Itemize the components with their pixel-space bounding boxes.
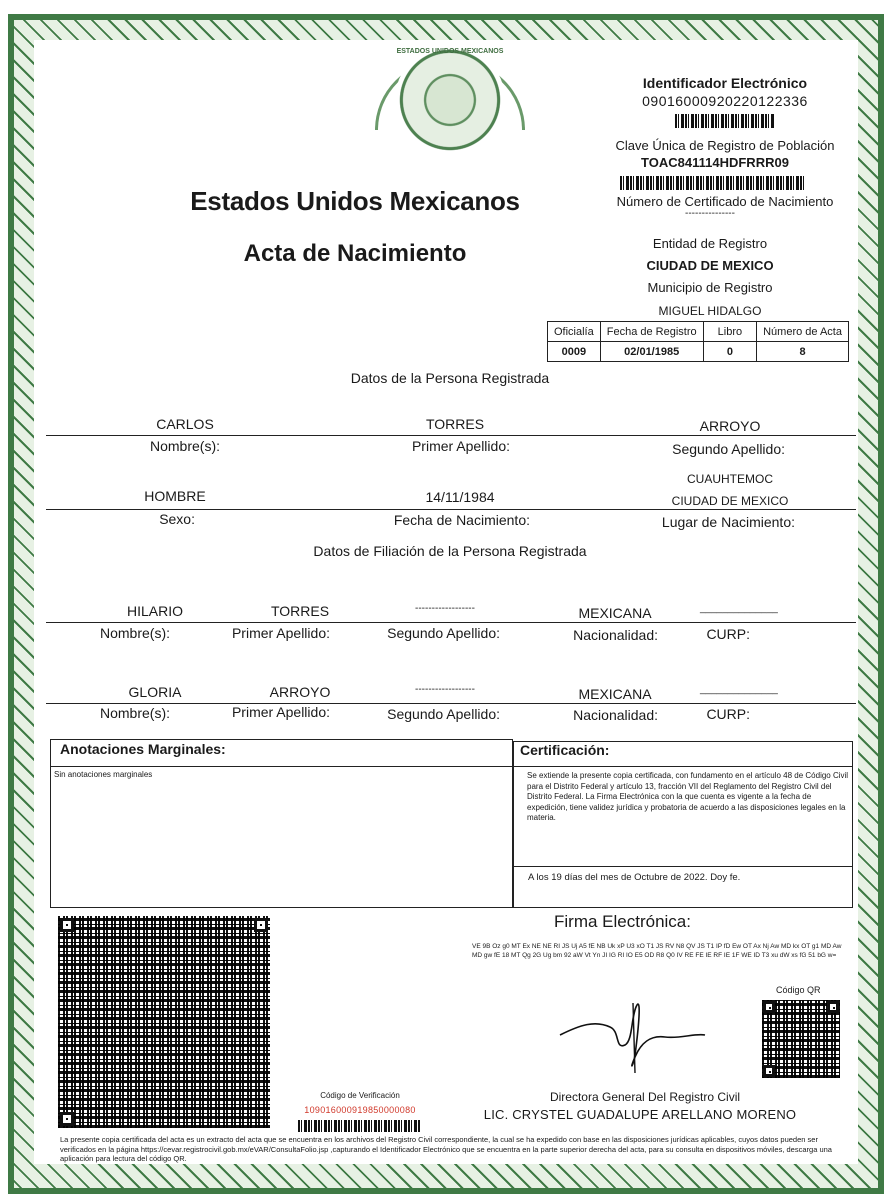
- label-segundo-apellido: Segundo Apellido:: [387, 706, 500, 722]
- registry-header: Fecha de Registro: [600, 322, 703, 342]
- parent2-nombre: GLORIA: [128, 684, 182, 700]
- qr-code-large: [58, 916, 270, 1128]
- registry-value: 02/01/1985: [600, 342, 703, 362]
- verification-code: 109016000919850000080: [304, 1105, 416, 1115]
- divider: [46, 509, 856, 510]
- annotations-text: Sin anotaciones marginales: [54, 770, 153, 779]
- annotations-title: Anotaciones Marginales:: [60, 741, 226, 757]
- person-fecha-nacimiento: 14/11/1984: [425, 489, 495, 505]
- label-curp: CURP:: [706, 706, 750, 722]
- entity-value: CIUDAD DE MEXICO: [646, 258, 774, 273]
- label-nombre: Nombre(s):: [99, 705, 170, 721]
- qr-marker: [60, 1112, 74, 1126]
- label-segundo-apellido: Segundo Apellido:: [672, 441, 785, 457]
- person-nombre: CARLOS: [156, 416, 214, 432]
- qr-marker: [763, 1065, 775, 1077]
- person-section-title: Datos de la Persona Registrada: [350, 370, 550, 386]
- label-segundo-apellido: Segundo Apellido:: [387, 625, 500, 641]
- municipio-label: Municipio de Registro: [647, 280, 773, 295]
- id-barcode: [675, 114, 775, 128]
- person-lugar-municipio: CUAUHTEMOC: [687, 472, 773, 486]
- label-lugar-nacimiento: Lugar de Nacimiento:: [661, 514, 795, 530]
- label-primer-apellido: Primer Apellido:: [231, 704, 330, 720]
- certification-text: Se extiende la presente copia certificada, con fundamento en el artículo 48 de Código Civil para el Distrito Federal y artículo 13, fracción VII del Reglamento del Registro Civil del Distrito Federal. La Firma Electrónica con la que cuenta es vigente a la fecha de expedición, tiene validez jurídica y probatoria de acuerdo a las disposiciones legales en la materia.: [527, 771, 849, 822]
- id-label: Identificador Electrónico: [642, 75, 808, 91]
- label-nacionalidad: Nacionalidad:: [573, 707, 658, 723]
- verification-barcode: [298, 1120, 420, 1132]
- label-primer-apellido: Primer Apellido:: [411, 438, 510, 454]
- qr-marker: [60, 918, 74, 932]
- cert-label: Número de Certificado de Nacimiento: [616, 194, 834, 209]
- seal-text: ESTADOS UNIDOS MEXICANOS: [396, 48, 504, 55]
- divider: [513, 866, 853, 867]
- label-sexo: Sexo:: [159, 511, 195, 527]
- parent2-curp: ______________: [700, 684, 778, 695]
- filiation-section-title: Datos de Filiación de la Persona Registrada: [313, 543, 587, 559]
- divider: [46, 622, 856, 623]
- parent2-primer-apellido: ARROYO: [269, 684, 331, 700]
- certification-date: A los 19 días del mes de Octubre de 2022. Doy fe.: [528, 872, 741, 883]
- curp-value: TOAC841114HDFRRR09: [641, 155, 789, 170]
- annotations-box: [50, 739, 513, 908]
- entity-label: Entidad de Registro: [652, 236, 768, 251]
- curp-barcode: [620, 176, 805, 190]
- parent2-segundo-apellido: ------------------: [415, 684, 475, 695]
- label-nombre: Nombre(s):: [149, 438, 220, 454]
- registry-value: 0009: [548, 342, 601, 362]
- divider: [50, 766, 513, 767]
- registry-header: Número de Acta: [757, 322, 849, 342]
- label-primer-apellido: Primer Apellido:: [231, 625, 330, 641]
- registry-value: 0: [703, 342, 756, 362]
- qr-code-small: [762, 1000, 840, 1078]
- person-lugar-entidad: CIUDAD DE MEXICO: [671, 494, 789, 508]
- municipio-value: MIGUEL HIDALGO: [658, 304, 762, 318]
- qr-label: Código QR: [776, 985, 821, 995]
- parent1-curp: ______________: [700, 603, 778, 614]
- registry-header: Libro: [703, 322, 756, 342]
- parent1-nacionalidad: MEXICANA: [578, 605, 652, 621]
- qr-marker: [763, 1001, 775, 1013]
- parent1-nombre: HILARIO: [126, 603, 183, 619]
- person-sexo: HOMBRE: [144, 488, 206, 504]
- handwritten-signature: [555, 995, 715, 1075]
- verification-label: Código de Verificación: [320, 1091, 400, 1100]
- footer-disclaimer: La presente copia certificada del acta es un extracto del acta que se encuentra en los archivos del Registro Civil correspondiente, la cual se ha expedido con base en las disposiciones jurídicas aplicables, cuyos datos pueden ser verificados en la página https://cevar.registrocivil.gob.mx/eVAR/ConsultaFolio.jsp ,capturando el Identificador Electrónico que se encuentra en la parte superior derecha del acta, para su consulta en dispositivos móviles, descarga una aplicación para lectura del código QR.: [60, 1135, 832, 1163]
- id-value: 09016000920220122336: [642, 93, 808, 109]
- signature-hash: VE 9B Oz g0 MT Ex NE NE RI JS Uj A5 fE NB Uk xP U3 xO T1 JS RV N8 QV JS T1 IP fD Ew OT Ax Nj Aw MD kx OT g1 MD Aw MD gw fE 18 MT Qg 2G Ug bm 92 aW Vt Yn JI IG RI IO E5 OD R8 Q0 IV RE FE IE RF IE 1F WE ID T3 xu dW xs fG 51 bG w=: [472, 943, 842, 959]
- registry-value: 8: [757, 342, 849, 362]
- qr-marker: [827, 1001, 839, 1013]
- person-segundo-apellido: ARROYO: [699, 418, 761, 434]
- certification-title: Certificación:: [520, 742, 610, 758]
- divider: [513, 766, 853, 767]
- label-curp: CURP:: [706, 626, 750, 642]
- parent1-segundo-apellido: ------------------: [415, 603, 475, 614]
- national-seal-icon: [395, 45, 505, 155]
- label-fecha-nacimiento: Fecha de Nacimiento:: [393, 512, 530, 528]
- parent2-nacionalidad: MEXICANA: [578, 686, 652, 702]
- parent1-primer-apellido: TORRES: [270, 603, 330, 619]
- country-title: Estados Unidos Mexicanos: [190, 186, 520, 216]
- label-nombre: Nombre(s):: [99, 625, 170, 641]
- curp-label: Clave Única de Registro de Población: [615, 138, 835, 153]
- qr-marker: [254, 918, 268, 932]
- registry-table: [547, 321, 849, 362]
- divider: [46, 435, 856, 436]
- registry-header: Oficialía: [548, 322, 601, 342]
- cert-value: ---------------: [685, 208, 735, 219]
- person-primer-apellido: TORRES: [425, 416, 485, 432]
- document-title: Acta de Nacimiento: [243, 240, 467, 267]
- divider: [46, 703, 856, 704]
- label-nacionalidad: Nacionalidad:: [573, 627, 658, 643]
- signature-title: Firma Electrónica:: [554, 912, 691, 931]
- signer-title: Directora General Del Registro Civil: [549, 1090, 741, 1104]
- signer-name: LIC. CRYSTEL GUADALUPE ARELLANO MORENO: [483, 1107, 797, 1122]
